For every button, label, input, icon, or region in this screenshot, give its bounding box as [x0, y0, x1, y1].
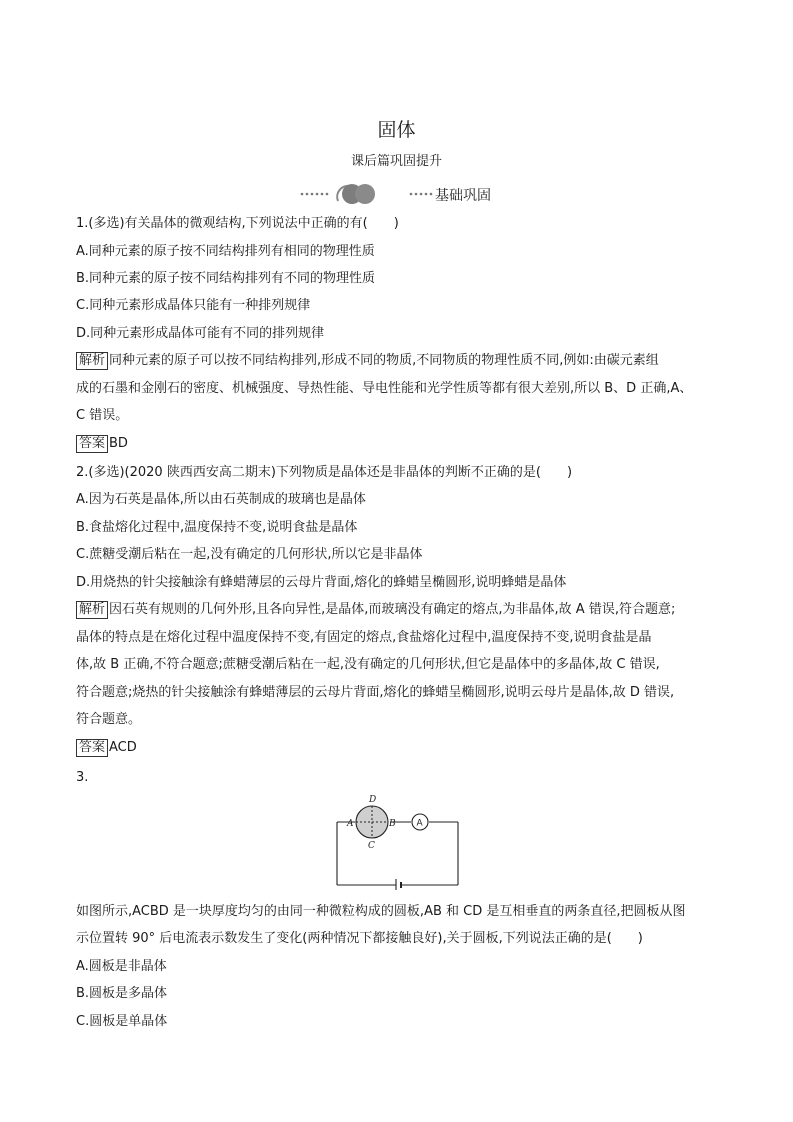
q1-analysis — [76, 351, 659, 371]
q2-analysis — [76, 600, 675, 620]
q2-analysis-line-4: 符合题意;烧热的针尖接触涂有蜂蜡薄层的云母片背面,熔化的蜂蜡呈椭圆形,说明云母片是晶体,故 D 错误, — [76, 685, 675, 700]
section-banner — [298, 180, 508, 208]
q2-answer-value: ACD — [109, 740, 137, 755]
q2-answer — [76, 738, 137, 758]
q1-stem: 1.(多选)有关晶体的微观结构,下列说法中正确的有( ) — [76, 216, 399, 231]
label-a: A — [347, 819, 354, 829]
q1-analysis-line-3: C 错误。 — [76, 408, 129, 423]
q2-analysis-line-5: 符合题意。 — [76, 712, 142, 727]
circuit-diagram — [330, 792, 465, 890]
analysis-label: 解析 — [76, 601, 108, 619]
q3-stem-line-1: 如图所示,ACBD 是一块厚度均匀的由同一种微粒构成的圆板,AB 和 CD 是互相垂直的两条直径,把圆板从图 — [76, 904, 686, 919]
label-d: D — [369, 795, 377, 805]
q1-analysis-line-2: 成的石墨和金刚石的密度、机械强度、导热性能、导电性能和光学性质等都有很大差别,所以 B、D 正确,A、 — [76, 381, 693, 396]
page-title: 固体 — [377, 119, 416, 141]
q2-option-a: A.因为石英是晶体,所以由石英制成的玻璃也是晶体 — [76, 492, 366, 507]
q3-option-a: A.圆板是非晶体 — [76, 959, 167, 974]
q2-analysis-line-3: 体,故 B 正确,不符合题意;蔗糖受潮后粘在一起,没有确定的几何形状,但它是晶体中的多晶体,故 C 错误, — [76, 657, 660, 672]
label-c: C — [368, 841, 375, 851]
q2-analysis-line-2: 晶体的特点是在熔化过程中温度保持不变,有固定的熔点,食盐熔化过程中,温度保持不变,说明食盐是晶 — [76, 630, 652, 645]
analysis-label: 解析 — [76, 352, 108, 370]
q3-option-c: C.圆板是单晶体 — [76, 1014, 168, 1029]
q1-option-a: A.同种元素的原子按不同结构排列有相同的物理性质 — [76, 244, 375, 259]
q2-option-b: B.食盐熔化过程中,温度保持不变,说明食盐是晶体 — [76, 520, 358, 535]
q2-analysis-line-1: 因石英有规则的几何外形,且各向异性,是晶体,而玻璃没有确定的熔点,为非晶体,故 A 错误,符合题意; — [109, 602, 676, 617]
q2-stem: 2.(多选)(2020 陕西西安高二期末)下列物质是晶体还是非晶体的判断不正确的是( ) — [76, 465, 573, 480]
q3-option-b: B.圆板是多晶体 — [76, 986, 168, 1001]
q3-stem-line-2: 示位置转 90° 后电流表示数发生了变化(两种情况下都接触良好),关于圆板,下列说法正确的是( ) — [76, 931, 643, 946]
answer-label: 答案 — [76, 435, 108, 453]
answer-label: 答案 — [76, 739, 108, 757]
q1-option-d: D.同种元素形成晶体可能有不同的排列规律 — [76, 326, 325, 341]
q1-analysis-line-1: 同种元素的原子可以按不同结构排列,形成不同的物质,不同物质的物理性质不同,例如:由碳元素组 — [109, 353, 659, 368]
section-banner-label: 基础巩固 — [435, 188, 491, 204]
q3-number: 3. — [76, 770, 89, 785]
ammeter-label: A — [416, 818, 423, 829]
q1-option-b: B.同种元素的原子按不同结构排列有不同的物理性质 — [76, 271, 376, 286]
label-b: B — [389, 819, 396, 829]
circuit-figure — [330, 792, 465, 890]
q1-answer — [76, 434, 128, 454]
q1-option-c: C.同种元素形成晶体只能有一种排列规律 — [76, 298, 311, 313]
q1-answer-value: BD — [109, 436, 128, 451]
q2-option-d: D.用烧热的针尖接触涂有蜂蜡薄层的云母片背面,熔化的蜂蜡呈椭圆形,说明蜂蜡是晶体 — [76, 575, 567, 590]
page-subtitle: 课后篇巩固提升 — [350, 154, 442, 169]
q2-option-c: C.蔗糖受潮后粘在一起,没有确定的几何形状,所以它是非晶体 — [76, 547, 423, 562]
